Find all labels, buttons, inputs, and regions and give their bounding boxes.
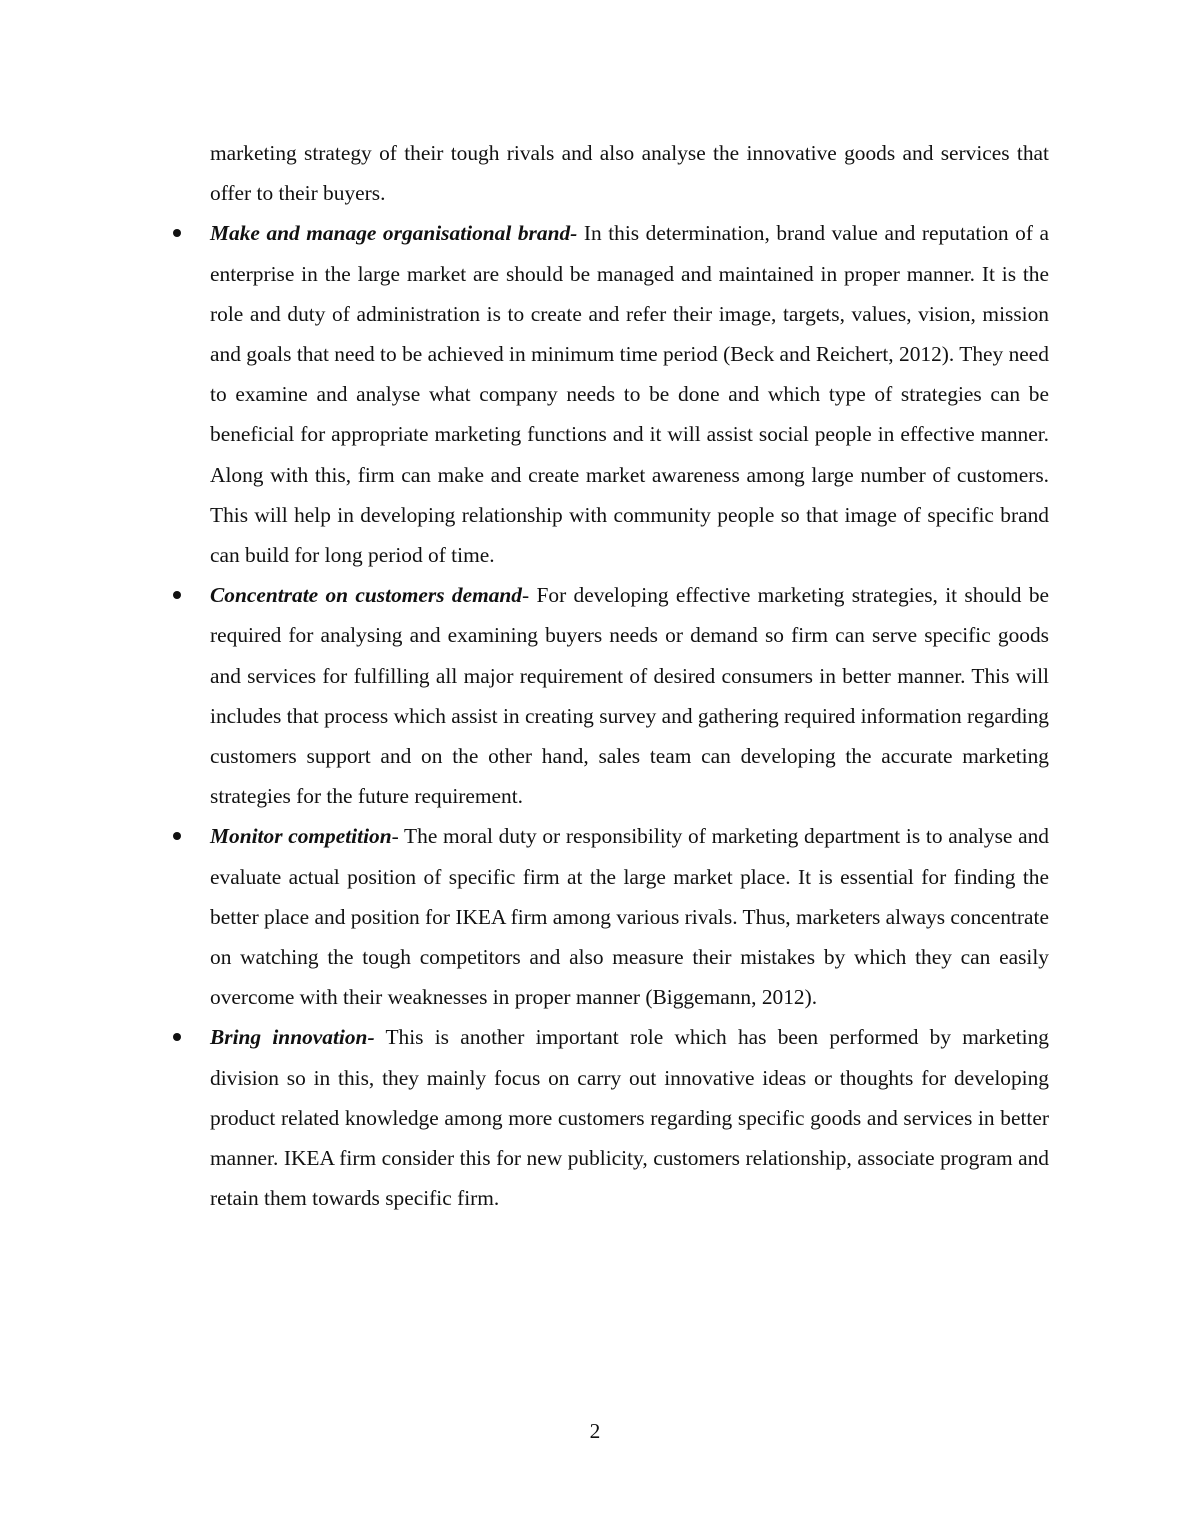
page-number: 2 [589, 1419, 601, 1443]
bullet-icon [173, 832, 181, 840]
list-item-title: Make and manage organisational brand- [210, 221, 578, 246]
list-item-text: - For developing effective marketing strategies, it should be required for analysing and examining buyers needs or demand so firm can serve specific goods and services for fulfilling all major requirement of desired consumers in better manner. This will includes that process which assist in creating survey and gathering required information regarding customers support and on the other hand, sales team can developing the accurate marketing strategies for the future requirement. [210, 583, 1050, 809]
list-item-title: Concentrate on customers demand [210, 583, 523, 608]
bullet-icon [173, 1033, 181, 1041]
list-item-text: This is another important role which has been performed by marketing division so in this, they mainly focus on carry out innovative ideas or thoughts for developing product related knowledge among more customers regarding specific goods and services in better manner. IKEA firm consider this for new publicity, customers relationship, associate program and retain them towards specific firm. [210, 1025, 1049, 1211]
list-item-text: In this determination, brand value and reputation of a enterprise in the large market are should be managed and maintained in proper manner. It is the role and duty of administration is to create and refer their image, targets, values, vision, mission and goals that need to be achieved in minimum time period (Beck and Reichert, 2012). They need to examine and analyse what company needs to be done and which type of strategies can be beneficial for appropriate marketing functions and it will assist social people in effective manner. Along with this, firm can make and create market awareness among large number of customers. This will help in developing relationship with community people so that image of specific brand can build for long period of time. [210, 221, 1049, 568]
list-item-customers-demand [210, 575, 1049, 816]
list-item-title: Monitor competition [210, 824, 392, 849]
continued-paragraph: marketing strategy of their tough rivals and also analyse the innovative goods and services that offer to their buyers. [210, 141, 1049, 206]
page-body [210, 133, 1049, 1218]
list-item-bring-innovation [210, 1017, 1049, 1218]
bullet-icon [173, 229, 181, 237]
list-item-text: - The moral duty or responsibility of marketing department is to analyse and evaluate actual position of specific firm at the large market place. It is essential for finding the better place and position for IKEA firm among various rivals. Thus, marketers always concentrate on watching the tough competitors and also measure their mistakes by which they can easily overcome with their weaknesses in proper manner (Biggemann, 2012). [210, 824, 1049, 1010]
list-item-title: Bring innovation- [210, 1025, 375, 1050]
list-item-monitor-competition [210, 816, 1049, 1017]
bullet-icon [173, 591, 181, 599]
list-item-brand [210, 213, 1049, 575]
